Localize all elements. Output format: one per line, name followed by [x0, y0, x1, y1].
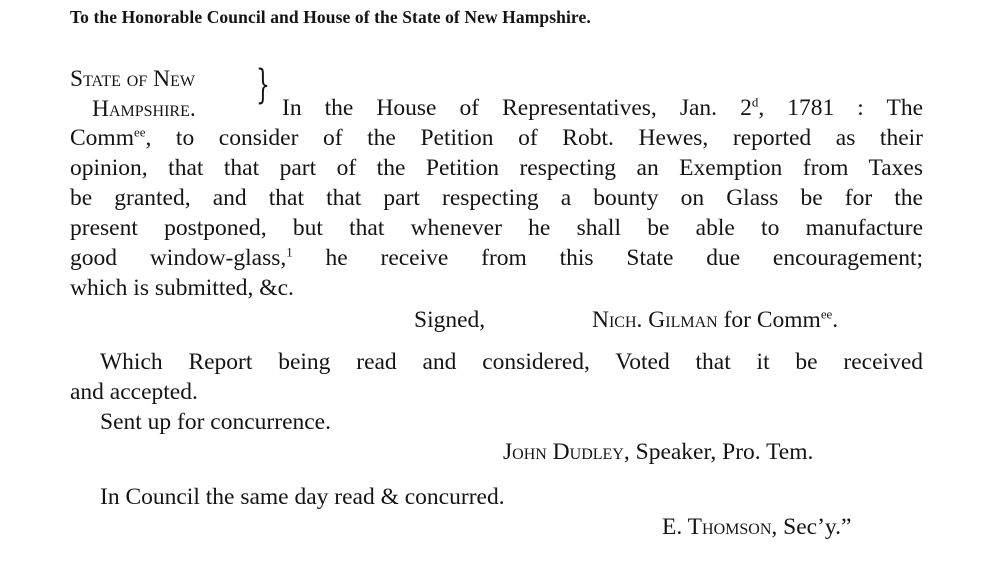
- paragraph1-line1: [282, 94, 923, 121]
- paragraph1-line2-superscript: ee: [133, 124, 146, 140]
- paragraph1-line6-end: he receive from this State due encouragement;: [292, 245, 923, 271]
- signature2-role: , Speaker, Pro. Tem.: [623, 439, 814, 465]
- signature1-name: Nich. Gilman: [592, 307, 718, 333]
- state-label-line2: Hampshire.: [92, 96, 196, 122]
- signature3-role: , Sec’y.”: [771, 514, 852, 540]
- signature1-role-end: .: [832, 307, 839, 333]
- signature2-line: [503, 441, 813, 465]
- signature1-role: for Comm: [717, 307, 821, 333]
- signature3-name: E. Thomson: [662, 514, 772, 540]
- paragraph1-line4: be granted, and that that part respecting a bounty on Glass be for the: [70, 185, 923, 211]
- paragraph1-line2-text: , to consider of the Petition of Robt. Hewes, reported as their: [145, 125, 923, 151]
- paragraph1-line6-text: good window-glass,: [70, 245, 287, 271]
- footnote-marker: 1: [286, 244, 293, 260]
- council-line: In Council the same day read & concurred.: [100, 484, 505, 510]
- signature1-line: [592, 306, 839, 333]
- signed-label: Signed,: [414, 307, 486, 333]
- signature3-line: [662, 516, 851, 540]
- paragraph1-line5: present postponed, but that whenever he shall be able to manufacture: [70, 215, 923, 241]
- signature1-superscript: ee: [820, 306, 833, 322]
- paragraph1-line1-end: , 1781 : The: [758, 95, 923, 121]
- brace-icon: }: [256, 62, 270, 108]
- paragraph2-line2: and accepted.: [70, 379, 198, 405]
- paragraph2-line1: Which Report being read and considered, Voted that it be received: [100, 349, 923, 375]
- state-label-line1: State of New: [70, 66, 195, 92]
- paragraph1-line1-superscript: d: [751, 94, 759, 110]
- paragraph1-line6: [70, 244, 923, 271]
- document-header: To the Honorable Council and House of the State of New Hampshire.: [70, 7, 591, 27]
- signature2-name: John Dudley: [503, 439, 624, 465]
- paragraph1-line1-text: In the House of Representatives, Jan. 2: [282, 95, 752, 121]
- sent-up-line: Sent up for concurrence.: [100, 409, 331, 435]
- paragraph1-line7: which is submitted, &c.: [70, 275, 294, 301]
- paragraph1-line3: opinion, that that part of the Petition respecting an Exemption from Taxes: [70, 155, 923, 181]
- paragraph1-line2: [70, 124, 923, 151]
- paragraph1-line2-comm: Comm: [70, 125, 134, 151]
